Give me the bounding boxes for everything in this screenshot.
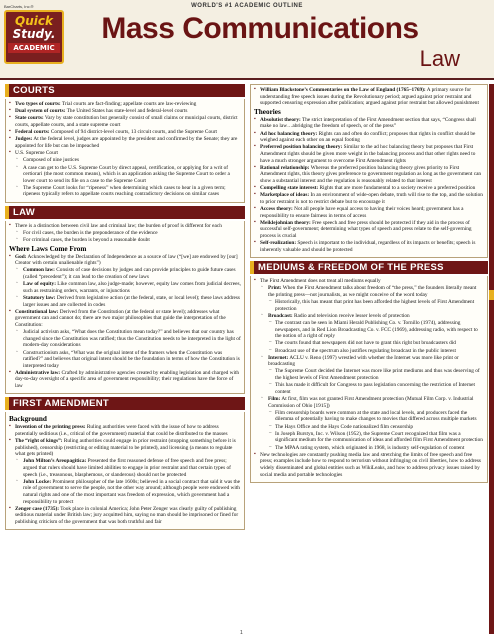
list-item: ◦ Common law: Consists of case decisions by judges and can provide principles to guide future cases (called “precedent”); it can lead to the creation of new laws xyxy=(9,267,241,280)
theories-list xyxy=(254,117,484,254)
list-item: ◦ Constructionism asks, “What was the original intent of the framers when the Constitution was ratified?” and believes that original intent should be the foundation in terms of how the Constitution is interpreted today xyxy=(9,350,241,370)
list-item: ▪ Meiklejohnian theory: Free speech and free press should be protected if they aid in the process of successful self-government; determining what types of speech and press relate to the self-governing process is crucial xyxy=(254,220,484,240)
courts-list xyxy=(9,101,241,198)
section-first-amendment xyxy=(5,412,245,530)
list-item: ▪ Access theory: Not all people have equal access to having their voices heard; government has a responsibility to ensure fairness in terms of access xyxy=(254,206,484,219)
list-item: ◦ Broadcast: Radio and television receive lesser levels of protection xyxy=(254,313,484,320)
list-item: ◦ Composed of nine justices xyxy=(9,157,241,164)
list-item: – The Hays Office and the Hays Code nationalized film censorship xyxy=(254,424,484,431)
list-item: ◦ Print: When the First Amendment talks about freedom of “the press,” the founders literally meant the printing press—not journalists, as we might conceive of the word today xyxy=(254,285,484,298)
section-heading-law: LAW xyxy=(5,206,245,219)
list-item: ▪ Rational relationship: Whereas the preferred position balancing theory gives priority to First Amendment rights, this theory gives preference to government regulation as long as the government can show a substantial interest and the regulation is reasonably related to that interest xyxy=(254,165,484,185)
list-item: – The Supreme Court decided the Internet was more like print mediums and thus was deserving of the highest levels of First Amendment protection xyxy=(254,368,484,381)
list-item: ▪ New technologies are constantly pushing media law and stretching the limits of free speech and free press; examples include how to respond to terrorism without infringing on civil liberties, how to address widely disseminated and global entities such as WikiLeaks, and how to address privacy issues raised by social media and portable technologies xyxy=(254,452,484,478)
list-item: ◦ Internet: ACLU v. Reno (1997) wrestled with whether the Internet was more like print or broadcasting xyxy=(254,355,484,368)
list-item: ▪ The First Amendment does not treat all mediums equally xyxy=(254,278,484,285)
section-law xyxy=(5,221,245,395)
list-item: ◦ The Supreme Court looks for “ripeness” when determining which cases to hear in a given term; ripeness typically refers to appellate courts reaching contradictory decisions on similar cases xyxy=(9,185,241,198)
law-sources-list xyxy=(9,254,241,390)
logo-brand: BarCharts, Inc.® xyxy=(4,4,34,9)
list-item: ▪ Preferred position balancing theory: Similar to the ad hoc balancing theory but proposes that First Amendment rights should be given more weight in the balancing process and that other rights need to have a much stronger argument to overcome First Amendment rights xyxy=(254,144,484,164)
list-item: – Film censorship boards were common at the state and local levels, and producers faced the dilemma of potentially having to make changes to movies that differed across multiple markets xyxy=(254,410,484,423)
list-item: ▪ Federal courts: Composed of 94 district-level courts, 13 circuit courts, and the Supreme Court xyxy=(9,129,241,136)
logo-quick: Quick xyxy=(15,14,53,28)
subheading-theories: Theories xyxy=(254,107,281,116)
list-item: ◦ Statutory law: Derived from legislative action (at the federal, state, or local level); these laws address larger issues and are collected in codes xyxy=(9,295,241,308)
list-item: – The MPAA rating system, which originated in 1968, is industry self-regulation of content xyxy=(254,445,484,452)
page-header xyxy=(0,0,494,80)
list-item: ▪ U.S. Supreme Court xyxy=(9,150,241,157)
mediums-list xyxy=(254,278,484,478)
list-item: ◦ A case can get to the U.S. Supreme Court by direct appeal, certification, or applying for a writ of certiorari (the most common means), which is an application asking the Supreme Court to order a lower court to send its file on a case to the Supreme Court xyxy=(9,165,241,185)
left-column xyxy=(5,84,245,533)
list-item: – The contrast can be seen in Miami Herald Publishing Co. v. Tornillo (1974), addressing newspapers, and in Red Lion Broadcasting Co. v. FCC (1969), addressing radio, with respect to the notion of a right of reply xyxy=(254,320,484,340)
logo-academic: ACADEMIC xyxy=(8,43,60,53)
list-item: ▪ Constitutional law: Derived from the Constitution (at the federal or state level); addresses what government can and cannot do; there are two major philosophies that guide the interpretation of the Constitution: xyxy=(9,309,241,329)
tagline: WORLD'S #1 ACADEMIC OUTLINE xyxy=(191,3,303,9)
list-item: ▪ Administrative law: Crafted by administrative agencies created by enabling legislation and charged with day-to-day oversight of a specific area of government responsibility; their regulations have the force of law xyxy=(9,370,241,390)
subheading-background: Background xyxy=(9,415,47,424)
list-item: ◦ John Milton’s Areopagitica: Presented the first reasoned defense of free speech and free press; argued that rulers should have limited abilities to engage in prior restraint and that certain types of speech (i.e., treasonous, blasphemous, or slanderous) should not be protected xyxy=(9,458,241,478)
list-item: ▪ Ad hoc balancing theory: Rights can and often do conflict; proposes that rights in conflict should be weighed against each other on an equal footing xyxy=(254,131,484,144)
quickstudy-logo xyxy=(4,4,64,66)
list-item: ▪ Zenger case (1735): Took place in colonial America; John Peter Zenger was clearly guilty of publishing seditious material under British law; jury acquitted him, saying no man should be imprisoned or fined for publishing criticism of the government that was both truthful and fair xyxy=(9,506,241,526)
list-item: ▪ William Blackstone’s Commentaries on the Law of England (1765–1769): A primary source for understanding free speech issues during the Revolutionary period; argued against prior restraint and supported censoring expression after publication; argued against prior restraint but allowed punishment xyxy=(254,87,484,107)
logo-study: Study. xyxy=(12,27,56,41)
list-item: – This has made it difficult for Congress to pass legislation concerning the restriction of Internet content xyxy=(254,382,484,395)
list-item: ▪ Judges: At the federal level, judges are appointed by the president and confirmed by the Senate; they are appointed for life but can be impeached xyxy=(9,136,241,149)
list-item: ▪ Compelling state interest: Rights that are more fundamental to a society receive a preferred position xyxy=(254,185,484,192)
background-list xyxy=(9,424,241,525)
page-number: 1 xyxy=(240,630,243,636)
list-item: ▪ Absolutist theory: The strict interpretation of the First Amendment section that says, “Congress shall make no law…abridging the freedom of speech, or of the press” xyxy=(254,117,484,130)
list-item: ◦ Law of equity: Like common law, also judge-made; however, equity law comes from judicial decrees, such as restraining orders, warrants, or injunctions xyxy=(9,281,241,294)
list-item: – In Joseph Burstyn, Inc. v. Wilson (1952), the Supreme Court recognized that film was a significant medium for the communication of ideas and afforded film First Amendment protection xyxy=(254,431,484,444)
list-item: ◦ John Locke: Prominent philosopher of the late 1600s; believed in a social contract that said it was the role of government to serve the people, not the other way around; although people were endowed with natural rights and one of the most important was freedom of expression, which government had a responsibility to protect xyxy=(9,479,241,505)
list-item: ▪ There is a distinction between civil law and criminal law; the burden of proof is different for each xyxy=(9,223,241,230)
section-mediums xyxy=(250,276,488,483)
list-item: ◦ For civil cases, the burden is the preponderance of the evidence xyxy=(9,230,241,237)
list-item: ◦ For criminal cases, the burden is beyond a reasonable doubt xyxy=(9,237,241,244)
law-list xyxy=(9,223,241,244)
section-courts xyxy=(5,99,245,203)
blackstone-list xyxy=(254,87,484,107)
list-item: ▪ Marketplace of ideas: In an environment of wide-open debate, truth will rise to the top, and the solution to prior restraint is not to restrict debate but to encourage it xyxy=(254,192,484,205)
list-item: – Historically, this has meant that print has been afforded the highest levels of First Amendment protection xyxy=(254,299,484,312)
section-first-amendment-continued xyxy=(250,84,488,258)
list-item: – Broadcast use of the spectrum also justifies regulating broadcast in the public interest xyxy=(254,348,484,355)
list-item: ◦ Film: At first, film was not granted First Amendment protection (Mutual Film Corp. v. Industrial Commission of Ohio [1915]) xyxy=(254,396,484,409)
list-item: ▪ The “right of kings”: Ruling authorities could engage in prior restraint (stopping something before it is published), censorship (restricting or editing material to be printed), and licensing (a means to regulate what gets printed) xyxy=(9,438,241,458)
logo-badge xyxy=(4,10,64,64)
list-item: ▪ God: Acknowledged by the Declaration of Independence as a source of law (“[we] are endowed by [our] Creator with certain unalienable rights”) xyxy=(9,254,241,267)
list-item: ▪ Self-realization: Speech is important to the individual, regardless of its impacts or benefits; speech is inherently valuable and should be protected xyxy=(254,240,484,253)
section-heading-courts: COURTS xyxy=(5,84,245,97)
page-subtitle: Law xyxy=(419,46,460,71)
list-item: ▪ State courts: Vary by state constitution but generally consist of small claims or municipal courts, district courts, appellate courts, and a state supreme court xyxy=(9,115,241,128)
list-item: ▪ Invention of the printing press: Ruling authorities were faced with the issue of how to address potentially seditious (i.e., critical of the government) material that could be distributed to the masses xyxy=(9,424,241,437)
subheading-where-laws-come-from: Where Laws Come From xyxy=(9,244,87,253)
page-title: Mass Communications xyxy=(101,12,419,45)
list-item: ◦ Judicial activism asks, “What does the Constitution mean today?” and believes that our country has changed since the Constitution was ratified; thus the Constitution needs to be interpreted in the light of modern-day considerations xyxy=(9,329,241,349)
list-item: – The courts found that newspapers did not have to grant this right but broadcasters did xyxy=(254,340,484,347)
section-heading-mediums: MEDIUMS & FREEDOM OF THE PRESS xyxy=(250,261,488,274)
section-heading-first-amendment: FIRST AMENDMENT xyxy=(5,397,245,410)
list-item: ▪ Dual system of courts: The United States has state-level and federal-level courts xyxy=(9,108,241,115)
side-tab-marker xyxy=(489,290,494,300)
side-edge-tab xyxy=(489,84,494,634)
right-column xyxy=(250,84,488,486)
list-item: ▪ Two types of courts: Trial courts are fact-finding; appellate courts are law-reviewing xyxy=(9,101,241,108)
